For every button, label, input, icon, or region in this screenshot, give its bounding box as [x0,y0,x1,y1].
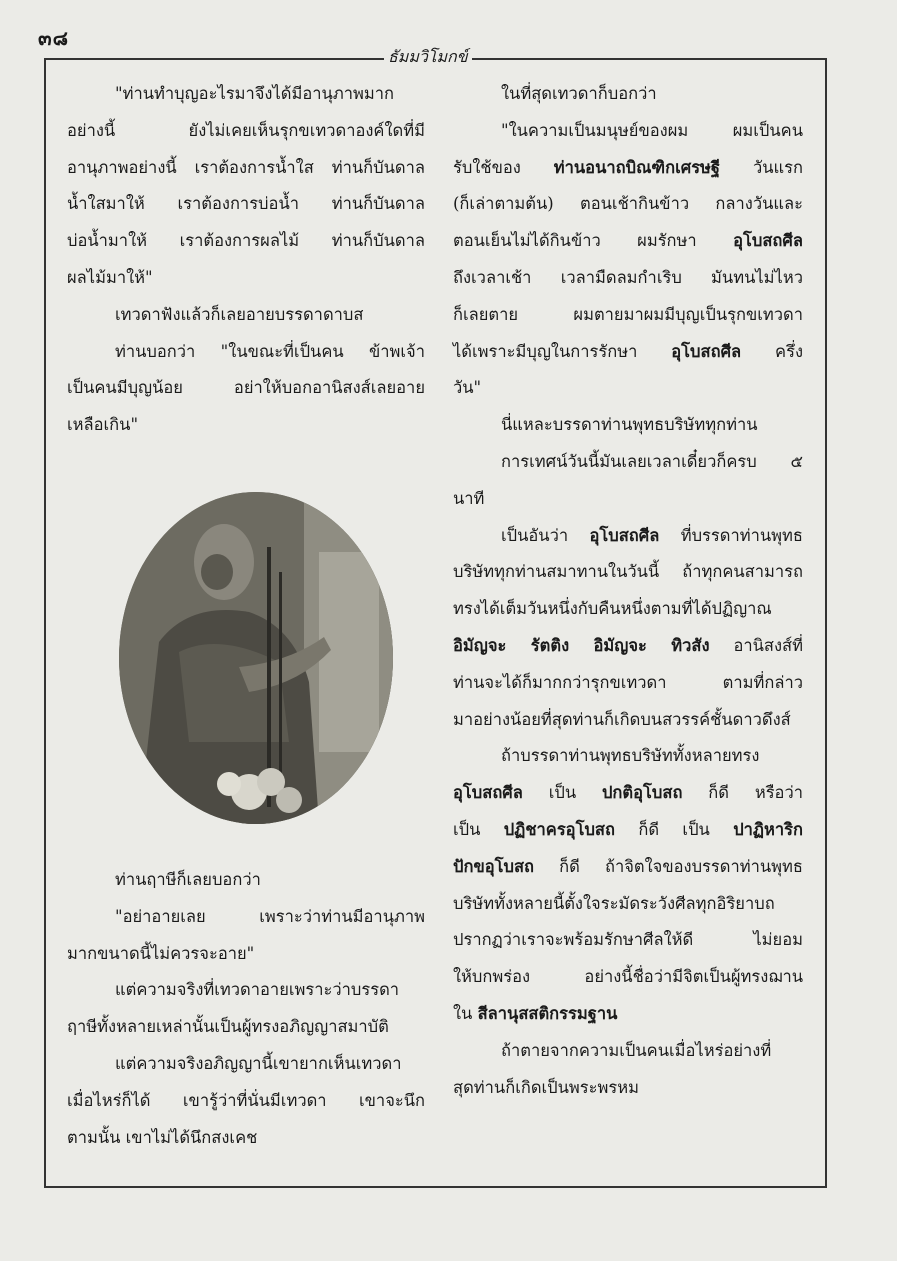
paragraph-line: ท่านจะได้ก็มากกว่ารุกขเทวดา ตามที่กล่าว [453,672,803,692]
paragraph-line: ในที่สุดเทวดาก็บอกว่า [501,84,657,103]
bold-term: อิมัญจะ รัตติง อิมัญจะ ทิวสัง [453,635,710,655]
paragraph-line: ถ้าตายจากความเป็นคนเมื่อไหร่อย่างที่ [501,1040,772,1060]
left-column-bottom [67,862,425,1156]
paragraph-line: ให้บกพร่อง อย่างนี้ชื่อว่ามีจิตเป็นผู้ทรงฌาน [453,967,803,987]
paragraph-line: ถึงเวลาเช้า เวลามืดลมกำเริบ มันทนไม่ไหว [453,267,803,287]
paragraph-line: บ่อน้ำมาให้ เราต้องการผลไม้ ท่านก็บันดาล [67,231,425,251]
paragraph-line: เทวดาฟังแล้วก็เลยอายบรรดาดาบส [115,304,364,324]
paragraph-line: มากขนาดนี้ไม่ควรจะอาย" [67,943,255,963]
text-run: อานิสงส์ที่ [709,635,803,655]
bold-term: อุโบสถศีล [733,231,803,251]
paragraph-line: น้ำใสมาให้ เราต้องการบ่อน้ำ ท่านก็บันดาล [67,194,425,214]
text-run: ใน [453,1003,478,1023]
paragraph-line [453,223,803,260]
bold-term: ปาฏิหาริก [733,819,803,839]
paragraph-line [453,628,803,665]
text-run: ที่บรรดาท่านพุทธ [659,525,803,545]
text-run: เป็น [453,819,504,839]
monk-photo-icon [119,492,393,824]
text-run: ได้เพราะมีบุญในการรักษา [453,341,672,361]
paragraph-line: ฤาษีทั้งหลายเหล่านั้นเป็นผู้ทรงอภิญญาสมาบัติ [67,1017,389,1037]
paragraph-line [453,334,803,371]
text-run: ครึ่ง [741,341,804,361]
bold-term: สีลานุสสติกรรมฐาน [477,1003,618,1023]
paragraph-line: มาอย่างน้อยที่สุดท่านก็เกิดบนสวรรค์ชั้นดาวดึงส์ [453,709,791,729]
paragraph-line: แต่ความจริงอภิญญานี้เขายากเห็นเทวดา [115,1053,402,1073]
paragraph-line: ปรากฏว่าเราจะพร้อมรักษาศีลให้ดี ไม่ยอม [453,930,803,950]
paragraph-line: เป็นคนมีบุญน้อย อย่าให้บอกอานิสงส์เลยอาย [67,378,425,398]
paragraph-line: อานุภาพอย่างนี้ เราต้องการน้ำใส ท่านก็บันดาล [67,157,425,177]
paragraph-line: ทรงได้เต็มวันหนึ่งกับคืนหนึ่งตามที่ได้ปฏิญาณ [453,599,772,619]
paragraph-line: การเทศน์วันนี้มันเลยเวลาเดี๋ยวก็ครบ ๕ [501,451,803,471]
paragraph-line: แต่ความจริงที่เทวดาอายเพราะว่าบรรดา [115,980,400,1000]
bold-term: ปักขอุโบสถ [453,856,535,876]
paragraph-line: ถ้าบรรดาท่านพุทธบริษัททั้งหลายทรง [501,746,760,766]
paragraph-line: "ในความเป็นมนุษย์ของผม ผมเป็นคน [501,120,803,140]
text-run: ตอนเย็นไม่ได้กินข้าว ผมรักษา [453,231,734,251]
paragraph-line [453,150,803,187]
text-run: เป็นอันว่า [501,525,590,545]
paragraph-line: (ก็เล่าตามต้น) ตอนเช้ากินข้าว กลางวันและ [453,194,803,214]
bold-term: อุโบสถศีล [453,783,523,803]
paragraph-line: ผลไม้มาให้" [67,267,153,287]
text-run: วันแรก [720,157,803,177]
bold-term: ท่านอนาถบิณฑิกเศรษฐี [553,157,721,177]
paragraph-line: นาที [453,488,485,508]
text-run: ก็ดี หรือว่า [682,783,803,803]
bold-term: ปกติอุโบสถ [601,783,683,803]
bold-term: ปฏิชาครอุโบสถ [503,819,615,839]
paragraph-line [453,518,803,555]
paragraph-line: นี่แหละบรรดาท่านพุทธบริษัททุกท่าน [501,415,758,435]
paragraph-line: เมื่อไหร่ก็ได้ เขารู้ว่าที่นั่นมีเทวดา เขาจะนึก [67,1090,425,1110]
paragraph-line: วัน" [453,378,482,398]
text-run: รับใช้ของ [453,157,554,177]
paragraph-line [453,996,803,1033]
paragraph-line: ท่านบอกว่า "ในขณะที่เป็นคน ข้าพเจ้า [115,341,425,361]
right-column [453,76,803,1106]
left-column-top [67,76,425,444]
paragraph-line: เหลือเกิน" [67,415,139,435]
paragraph-line: "ท่านทำบุญอะไรมาจึงได้มีอานุภาพมาก [115,84,394,103]
running-title: ธัมมวิโมกข์ [384,45,472,70]
paragraph-line: ท่านฤาษีก็เลยบอกว่า [115,870,261,889]
monk-photo [119,492,393,824]
bold-term: อุโบสถศีล [589,525,660,545]
paragraph-line: ก็เลยตาย ผมตายมาผมมีบุญเป็นรุกขเทวดา [453,304,803,324]
text-run: ก็ดี ถ้าจิตใจของบรรดาท่านพุทธ [534,856,803,876]
paragraph-line [453,775,803,812]
page-number: ๓๘ [38,26,70,50]
paragraph-line: "อย่าอายเลย เพราะว่าท่านมีอานุภาพ [115,906,425,926]
paragraph-line [453,812,803,849]
text-run: เป็น [522,783,602,803]
paragraph-line: บริษัททั้งหลายนี้ตั้งใจระมัดระวังศีลทุกอิริยาบถ [453,893,775,913]
paragraph-line: สุดท่านก็เกิดเป็นพระพรหม [453,1077,640,1097]
bold-term: อุโบสถศีล [671,341,742,361]
paragraph-line: บริษัททุกท่านสมาทานในวันนี้ ถ้าทุกคนสามารถ [453,562,803,582]
text-run: ก็ดี เป็น [615,819,734,839]
paragraph-line [453,849,803,886]
paragraph-line: อย่างนี้ ยังไม่เคยเห็นรุกขเทวดาองค์ใดที่มี [67,120,425,140]
paragraph-line: ตามนั้น เขาไม่ได้นึกสงเคช [67,1127,258,1147]
